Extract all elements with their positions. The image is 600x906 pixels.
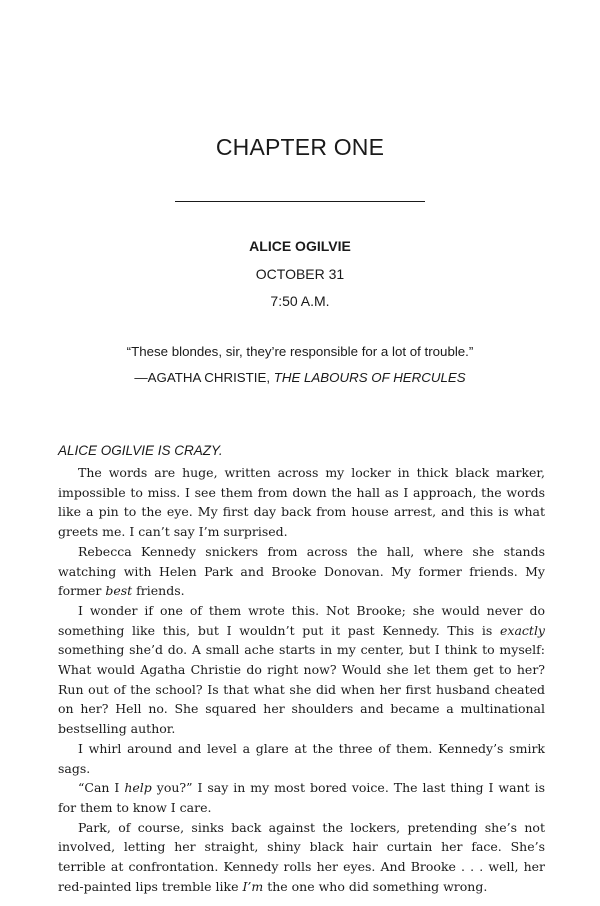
paragraph-4: I whirl around and level a glare at the three of them. Kennedy’s smirk sags. bbox=[58, 740, 545, 776]
paragraph-3 bbox=[58, 601, 545, 739]
body-text bbox=[58, 463, 545, 896]
paragraph-5 bbox=[58, 778, 545, 817]
chapter-narrator: ALICE OGILVIE bbox=[249, 238, 351, 254]
opening-line: ALICE OGILVIE IS CRAZY. bbox=[58, 443, 223, 458]
chapter-title: CHAPTER ONE bbox=[215, 134, 385, 160]
paragraph-1: The words are huge, written across my locker in thick black marker, impossible to miss. I see them from down the hall as I approach, the words like a pin to the eye. My first day back from house arrest, and this is what greets me. I can’t say I’m surprised. bbox=[58, 465, 545, 540]
paragraph-6-part-a: Park, of course, sinks back against the lockers, pretending she’s not involved, letting her straight, shiny black hair curtain her face. She’s terrible at confrontation. Kennedy rolls her eyes. And Brooke . . . well, her red-painted lips tremble like bbox=[58, 819, 545, 894]
paragraph-5-part-a: “Can I bbox=[78, 780, 125, 796]
chapter-date: OCTOBER 31 bbox=[255, 266, 345, 282]
paragraph-2-part-a: Rebecca Kennedy snickers from across the hall, where she stands watching with Helen Park and Brooke Donovan. My former friends. My former bbox=[58, 543, 545, 599]
paragraph-6-part-b: the one who did something wrong. bbox=[263, 878, 488, 894]
paragraph-2 bbox=[58, 542, 545, 601]
paragraph-3-emphasis: exactly bbox=[500, 622, 545, 638]
epigraph-quote: “These blondes, sir, they’re responsible for a lot of trouble.” bbox=[126, 344, 474, 359]
paragraph-6-emphasis: I’m bbox=[242, 878, 264, 894]
chapter-divider-rule bbox=[175, 201, 425, 202]
paragraph-3-part-b: something she’d do. A small ache starts in my center, but I think to myself: What would Agatha Christie do right now? Would she let them get to her? Run out of the school? Is that what she did when her first husband cheated on her? Hell no. She squared her shoulders and became a multinational bestselling author. bbox=[58, 642, 545, 737]
paragraph-3-part-a: I wonder if one of them wrote this. Not Brooke; she would never do something like this, but I wouldn’t put it past Kennedy. This is bbox=[58, 602, 545, 638]
paragraph-5-emphasis: help bbox=[124, 780, 152, 796]
paragraph-5-part-b: you?” I say in my most bored voice. The last thing I want is for them to know I care. bbox=[58, 780, 545, 815]
paragraph-2-emphasis: best bbox=[105, 583, 133, 599]
paragraph-6 bbox=[58, 818, 545, 897]
attribution-author: —AGATHA CHRISTIE, bbox=[134, 370, 274, 385]
attribution-work: THE LABOURS OF HERCULES bbox=[273, 370, 466, 385]
paragraph-2-part-b: friends. bbox=[132, 583, 185, 599]
epigraph-attribution bbox=[0, 370, 600, 385]
chapter-time: 7:50 A.M. bbox=[270, 293, 330, 309]
